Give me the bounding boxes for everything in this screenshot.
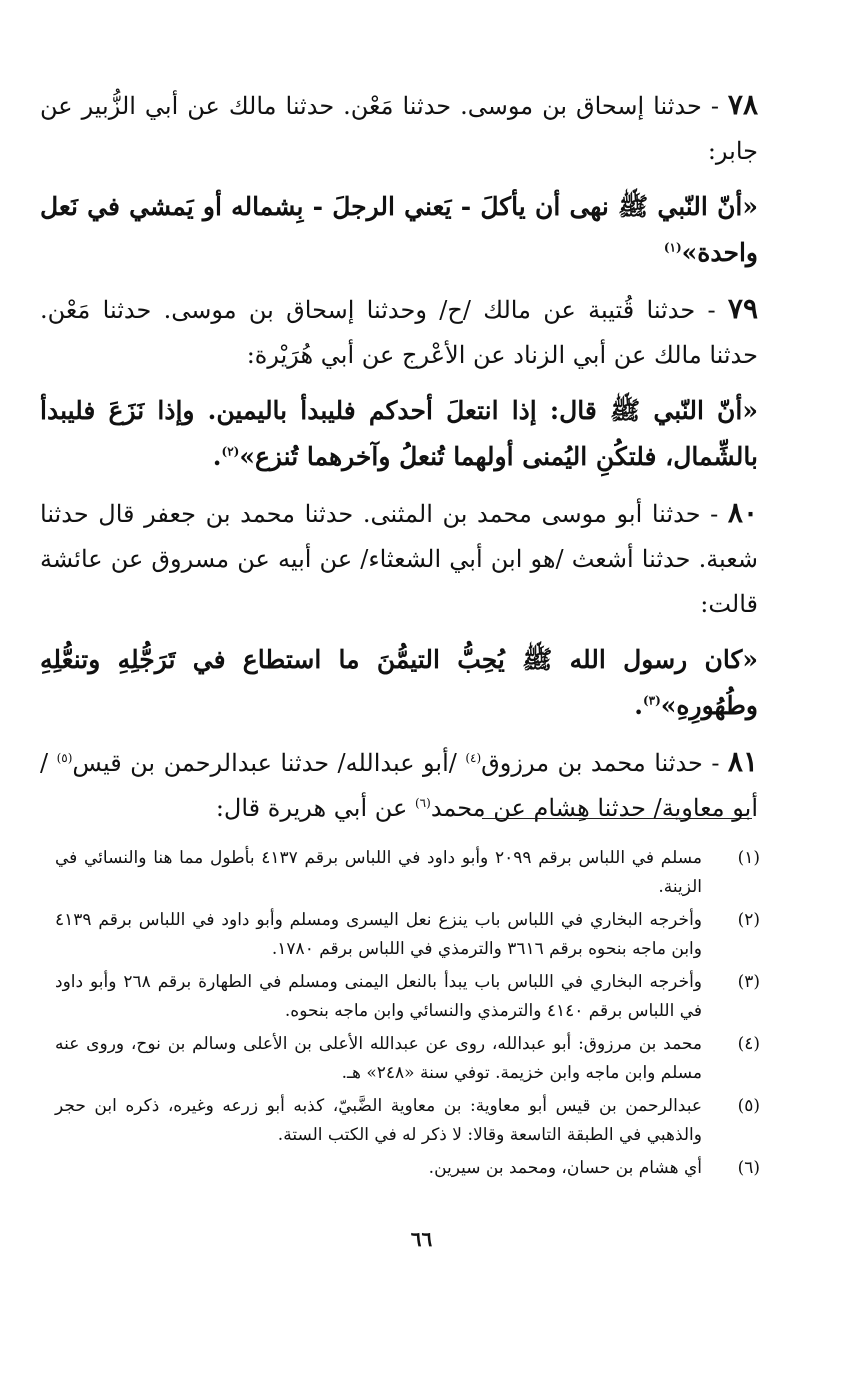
footnote-2 xyxy=(55,906,760,964)
hadith-78-quote: «أنّ النّبي ﷺ نهى أن يأكلَ - يَعني الرجلَ - بِشماله أو يَمشي في نَعل واحدة» xyxy=(40,192,758,267)
page-number: ٦٦ xyxy=(410,1227,433,1251)
footnote-ref-2: (٢) xyxy=(221,444,240,459)
footnote-number: (٢) xyxy=(737,910,760,930)
footnote-text: وأخرجه البخاري في اللباس باب ينزع نعل اليسرى ومسلم وأبو داود في اللباس برقم ٤١٣٩ وابن ماجه بنحوه برقم ٣٦١٦ والترمذي في اللباس برقم ١٧٨٠. xyxy=(55,910,702,959)
hadith-79-number: ٧٩ xyxy=(727,292,758,325)
hadith-78-number: ٧٨ xyxy=(727,88,758,121)
hadith-79-end: . xyxy=(212,442,222,471)
hadith-81-chain-c: /أبو معاوية/ حدثنا هِشام عن محمد xyxy=(40,749,758,822)
footnote-ref-3: (٣) xyxy=(642,693,661,708)
footnote-number: (١) xyxy=(737,848,760,868)
hadith-80-matn xyxy=(40,637,758,729)
footnote-ref-4: (٤) xyxy=(465,751,482,765)
footnote-text: عبدالرحمن بن قيس أبو معاوية: بن معاوية الضَّبيّ، كذبه أبو زرعه وغيره، ذكره ابن حجر والذهبي في الطبقة التاسعة وقالا: لا ذكر له في الكتب الستة. xyxy=(55,1096,702,1145)
footnote-5 xyxy=(55,1092,760,1150)
footnote-divider xyxy=(482,818,752,819)
hadith-81-chain-d: عن أبي هريرة قال: xyxy=(215,794,415,822)
hadith-80-end: . xyxy=(634,691,643,720)
footnotes xyxy=(55,844,760,1187)
footnote-ref-5: (٥) xyxy=(56,751,73,765)
footnote-text: محمد بن مرزوق: أبو عبدالله، روى عن عبدالله الأعلى بن الأعلى وسالم بن نوح، وروى عنه مسلم وابن ماجه وابن خزيمة. توفي سنة «٢٤٨» هـ. xyxy=(55,1034,702,1083)
footnote-6 xyxy=(55,1154,760,1183)
hadith-80-number: ٨٠ xyxy=(727,496,758,529)
hadith-81-number: ٨١ xyxy=(727,745,758,778)
footnote-text: وأخرجه البخاري في اللباس باب يبدأ بالنعل اليمنى ومسلم في الطهارة برقم ٢٦٨ وأبو داود في اللباس برقم ٤١٤٠ والترمذي والنسائي وابن ماجه بنحوه. xyxy=(55,972,703,1021)
footnote-ref-6: (٦) xyxy=(414,796,431,810)
footnote-text: مسلم في اللباس برقم ٢٠٩٩ وأبو داود في اللباس برقم ٤١٣٧ بأطول مما هنا والنسائي في الزينة. xyxy=(55,848,702,897)
hadith-78-matn xyxy=(40,184,758,276)
footnote-3 xyxy=(55,968,760,1026)
hadith-79-isnad xyxy=(40,286,758,378)
hadith-78-chain: - حدثنا إسحاق بن موسى. حدثنا مَعْن. حدثنا مالك عن أبي الزُّبير عن جابر: xyxy=(40,92,758,165)
footnote-number: (٣) xyxy=(737,972,760,992)
hadith-80-chain: - حدثنا أبو موسى محمد بن المثنى. حدثنا محمد بن جعفر قال حدثنا شعبة. حدثنا أشعث /هو ابن أبي الشعثاء/ عن أبيه عن مسروق عن عائشة قالت: xyxy=(40,500,758,618)
hadith-79-matn xyxy=(40,388,758,480)
footnote-ref-1: (١) xyxy=(663,240,682,255)
footnote-4 xyxy=(55,1030,760,1088)
hadith-79-chain: - حدثنا قُتيبة عن مالك /ح/ وحدثنا إسحاق بن موسى. حدثنا مَعْن. حدثنا مالك عن أبي الزناد عن الأعْرج عن أبي هُرَيْرة: xyxy=(40,296,758,369)
footnote-number: (٥) xyxy=(737,1096,760,1116)
hadith-79-quote: «أنّ النّبي ﷺ قال: إذا انتعلَ أحدكم فليبدأ باليمين. وإذا نَزَعَ فليبدأ بالشِّمال، فلتكُنِ اليُمنى أولهما تُنعلُ وآخرهما تُنزع» xyxy=(40,396,758,471)
hadith-80-quote: «كان رسول الله ﷺ يُحِبُّ التيمُّنَ ما استطاع في تَرَجُّلِهِ وتنعُّلِهِ وطُهُورِهِ» xyxy=(40,645,758,720)
footnote-number: (٦) xyxy=(737,1158,760,1178)
hadith-81-chain-b: /أبو عبدالله/ حدثنا عبدالرحمن بن قيس xyxy=(72,749,466,777)
hadith-78-isnad xyxy=(40,82,758,174)
footnote-1 xyxy=(55,844,760,902)
hadith-81-chain-a: - حدثنا محمد بن مرزوق xyxy=(481,749,720,777)
hadith-body xyxy=(40,82,758,841)
hadith-80-isnad xyxy=(40,490,758,627)
footnote-text: أي هشام بن حسان، ومحمد بن سيرين. xyxy=(428,1158,702,1178)
footnote-number: (٤) xyxy=(737,1034,760,1054)
